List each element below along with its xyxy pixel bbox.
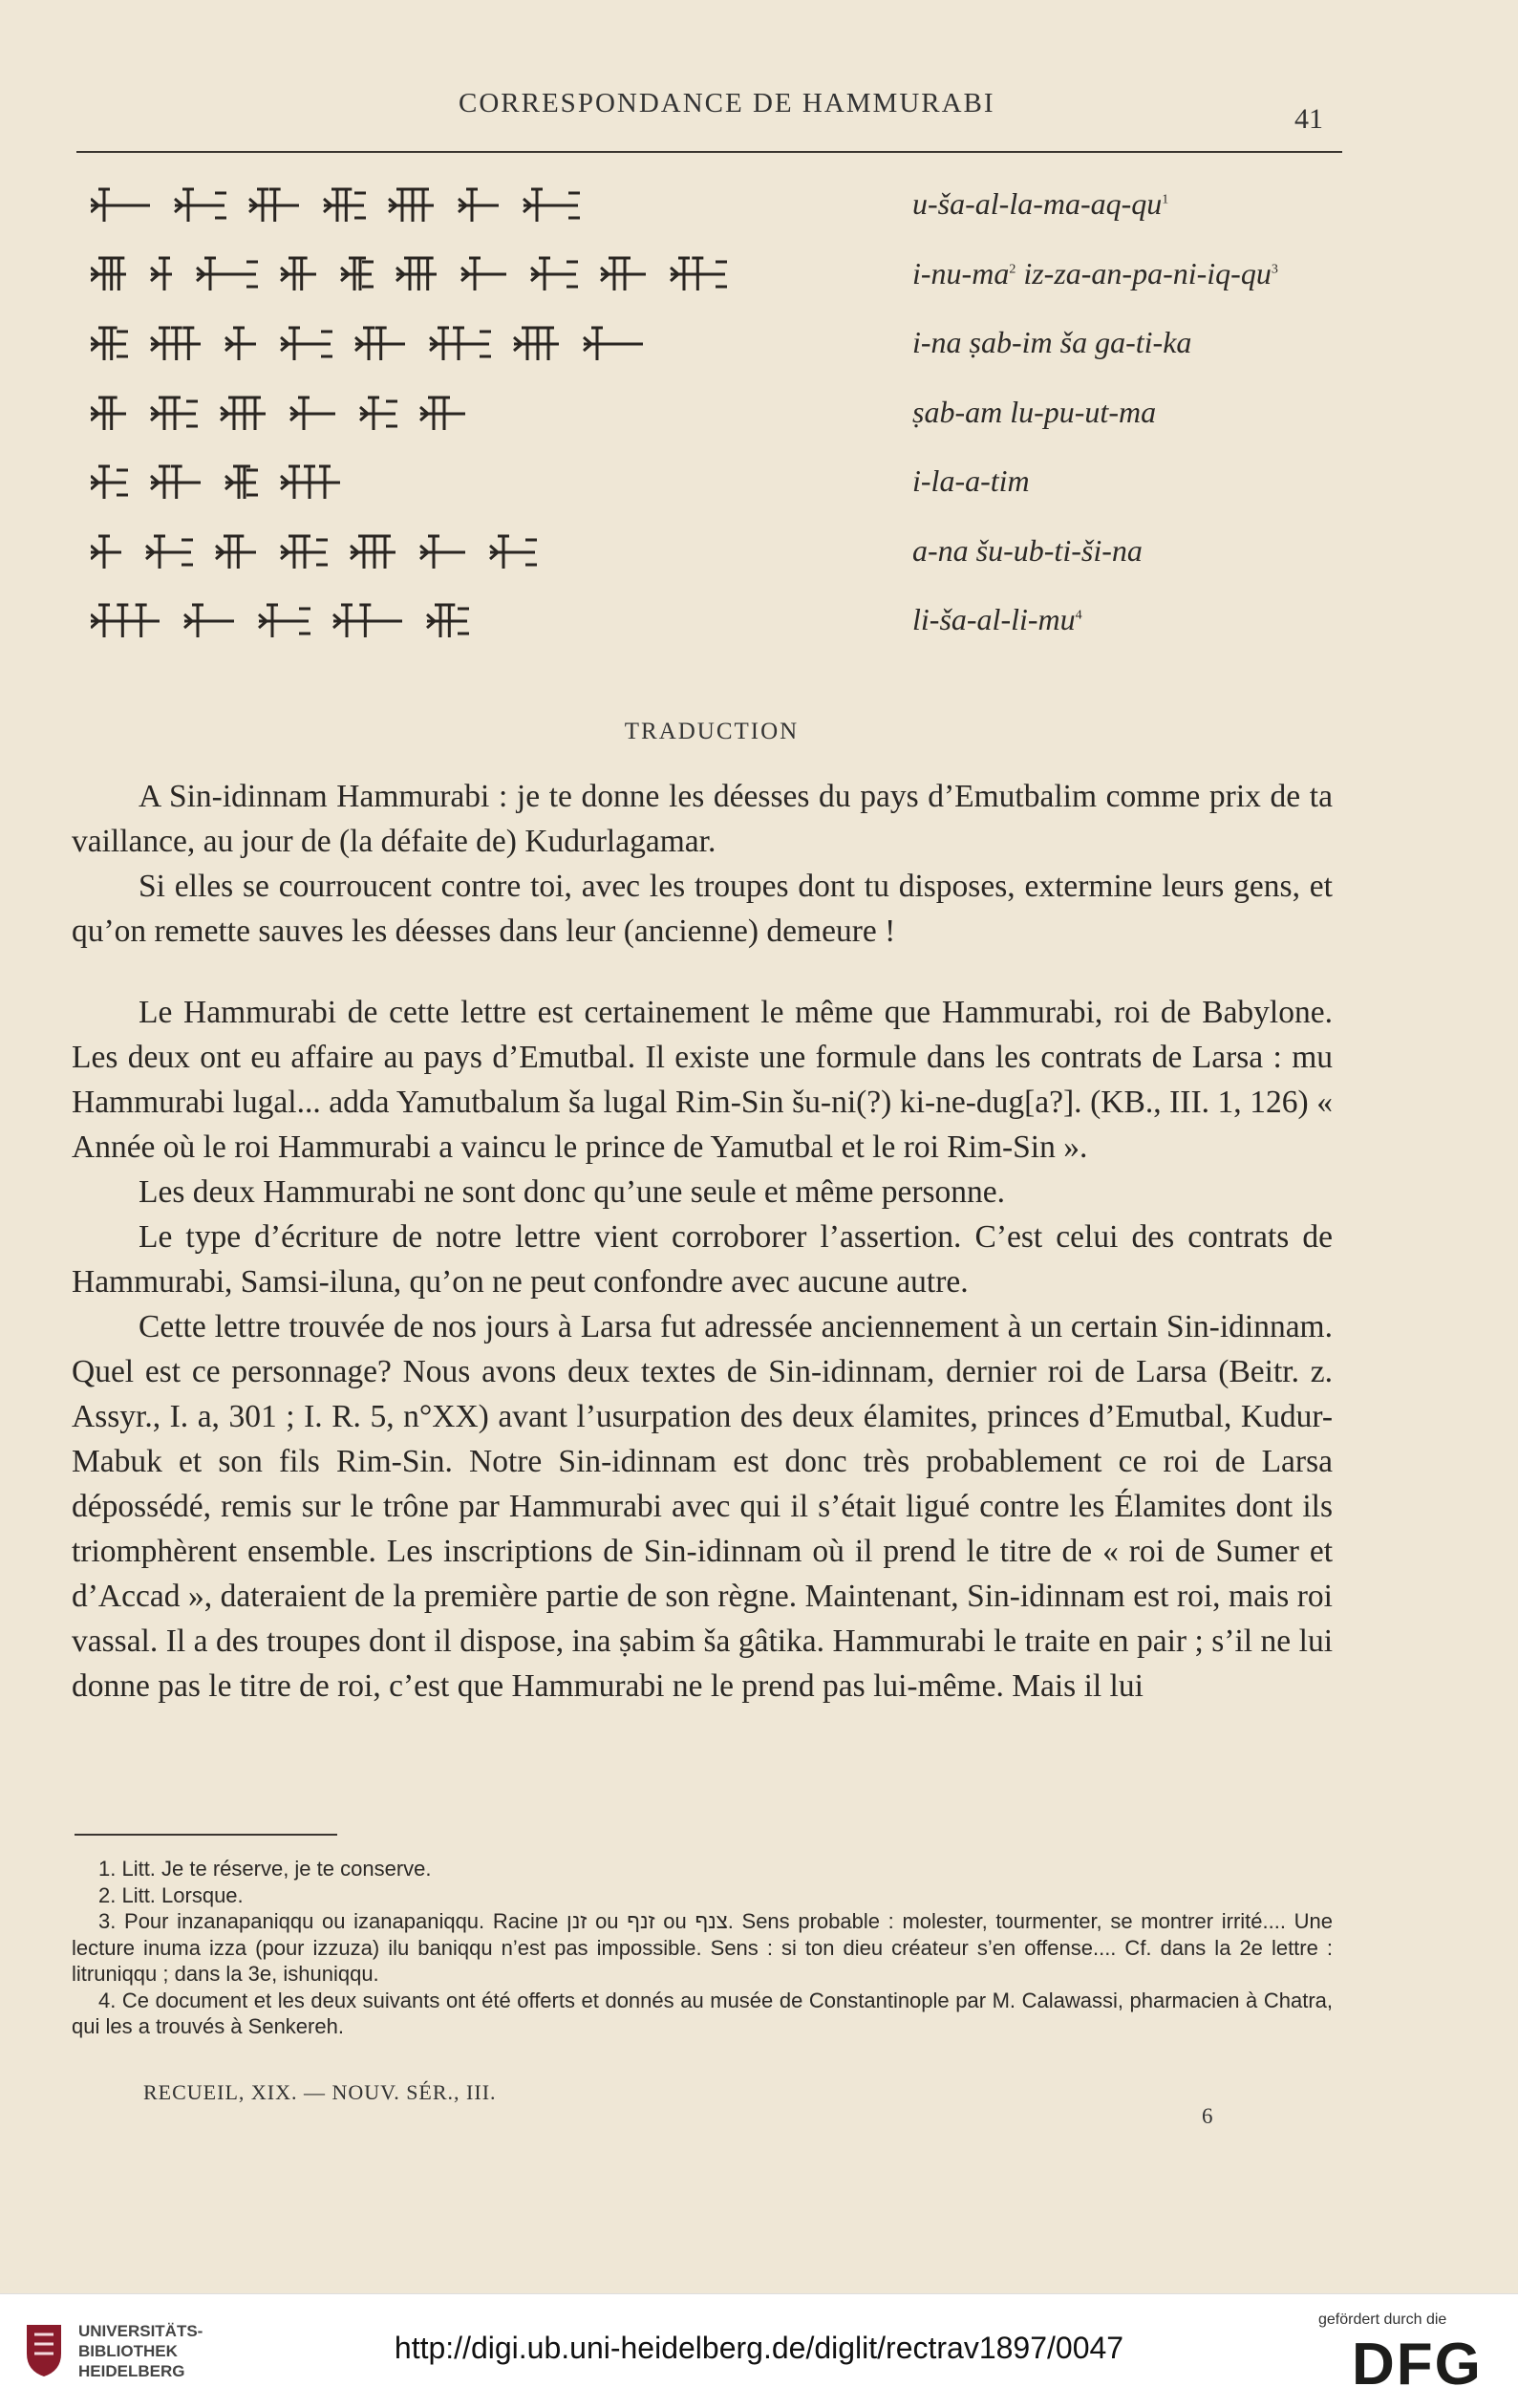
cuneiform-sign (420, 536, 465, 569)
cuneiform-sign (281, 536, 328, 569)
paragraph: Le type d’écriture de notre lettre vient corroborer l’assertion. C’est celui des contrats de Hammurabi, Samsi-iluna, qu’on ne peut confondre avec aucune autre. (72, 1219, 1333, 1300)
cuneiform-sign (430, 328, 491, 360)
cuneiform-sign (514, 328, 559, 360)
footnote: 3. Pour inzanapaniqqu ou izanapaniqqu. Racine זנן ou זנף ou צנף. Sens probable : molester, tourmenter, se montrer irrité.... Une lecture inuma izza (pour izzuza) ilu baniqqu n’est pas impossible. Sens : si ton dieu créateur s’en offense.... Cf. dans la 2e lettre : litruniqqu ; dans la 3e, ishuniqqu. (72, 1909, 1334, 1986)
cuneiform-sign (341, 258, 374, 290)
cuneiform-sign (259, 605, 310, 637)
cuneiform-sign (601, 258, 646, 290)
cuneiform-line-5 (91, 459, 874, 506)
paragraph: Si elles se courroucent contre toi, avec les troupes dont tu disposes, extermine leurs gens, et qu’on remette sauves les déesses dans leur (ancienne) demeure ! (72, 869, 1333, 949)
cuneiform-sign (531, 258, 578, 290)
digitization-footer (0, 2293, 1518, 2408)
transliteration-line: ṣab-am lu-pu-ut-ma (912, 395, 1157, 429)
cuneiform-sign (91, 466, 128, 499)
cuneiform-line-1 (91, 182, 874, 229)
transliteration-line: i-la-a-tim (912, 463, 1030, 498)
running-head: CORRESPONDANCE DE HAMMURABI (459, 88, 995, 118)
header-rule (76, 151, 1342, 153)
cuneiform-sign (281, 328, 332, 360)
cuneiform-line-3 (91, 320, 874, 368)
cuneiform-sign (197, 258, 258, 290)
svg-text:DFG: DFG (1352, 2333, 1483, 2392)
cuneiform-sign (91, 605, 160, 637)
footnotes (72, 1856, 1333, 2040)
cuneiform-sign (360, 398, 397, 430)
cuneiform-sign (91, 258, 126, 290)
cuneiform-sign (151, 466, 201, 499)
footnote-rule (75, 1834, 337, 1836)
footnote: 1. Litt. Je te réserve, je te conserve. (98, 1857, 432, 1881)
paragraph: A Sin-idinnam Hammurabi : je te donne les déesses du pays d’Emutbalim comme prix de ta vaillance, au jour de (la défaite de) Kudurlagamar. (72, 779, 1333, 859)
cuneiform-sign (461, 258, 506, 290)
cuneiform-sign (290, 398, 335, 430)
cuneiform-sign (151, 398, 198, 430)
cuneiform-sign (216, 536, 256, 569)
body-text (72, 774, 1333, 1709)
cuneiform-sign (225, 328, 256, 360)
transliteration-line: a-na šu-ub-ti-ši-na (912, 533, 1143, 568)
journal-signature: RECUEIL, XIX. — NOUV. SÉR., III. (143, 2080, 497, 2104)
sheet-number: 6 (1202, 2104, 1213, 2128)
cuneiform-line-7 (91, 597, 874, 645)
cuneiform-sign (151, 328, 201, 360)
cuneiform-sign (389, 189, 434, 222)
cuneiform-sign (281, 466, 340, 499)
cuneiform-sign (524, 189, 580, 222)
institution-name: UNIVERSITÄTS- BIBLIOTHEK HEIDELBERG (78, 2322, 203, 2380)
cuneiform-sign (333, 605, 402, 637)
paragraph: Les deux Hammurabi ne sont donc qu’une seule et même personne. (139, 1174, 1006, 1210)
cuneiform-sign (427, 605, 469, 637)
cuneiform-sign (146, 536, 193, 569)
transliteration-line: $u-ša-al-la-ma-aq-qu^1$ (912, 186, 1169, 221)
cuneiform-sign (151, 258, 172, 290)
cuneiform-sign (355, 328, 405, 360)
cuneiform-sign (221, 398, 266, 430)
cuneiform-sign (175, 189, 226, 222)
cuneiform-sign (396, 258, 437, 290)
cuneiform-line-4 (91, 390, 874, 438)
transliteration-line: i-na ṣab-im ša ga-ti-ka (912, 325, 1192, 359)
cuneiform-sign (584, 328, 643, 360)
cuneiform-sign (184, 605, 234, 637)
cuneiform-sign (671, 258, 727, 290)
paragraph: Le Hammurabi de cette lettre est certainement le même que Hammurabi, roi de Babylone. Les deux ont eu affaire au pays d’Emutbal. Il existe une formule dans les contrats de Larsa : mu Hammurabi lugal... adda Yamutbalum ša lugal Rim-Sin šu-ni(?) ki-ne-dug[a?]. (KB., III. 1, 126) « Année où le roi Hammurabi a vaincu le prince de Yamutbal et le roi Rim-Sin ». (72, 995, 1333, 1165)
transliteration-line: $li-ša-al-li-mu^4$ (912, 602, 1082, 636)
cuneiform-sign (281, 258, 316, 290)
section-title: TRADUCTION (624, 719, 800, 744)
paragraph: Cette lettre trouvée de nos jours à Larsa fut adressée anciennement à un certain Sin-idinnam. Quel est ce personnage? Nous avons deux textes de Sin-idinnam, dernier roi de Larsa (Beitr. z. Assyr., I. a, 301 ; I. R. 5, n°XX) avant l’usurpation des deux élamites, princes d’Emutbal, Kudur-Mabuk et son fils Rim-Sin. Notre Sin-idinnam est donc très probablement ce roi de Larsa dépossédé, remis sur le trône par Hammurabi avec qui il s’était ligué contre les Élamites dont ils triomphèrent ensemble. Les inscriptions de Sin-idinnam où il prend le titre de « roi de Sumer et d’Accad », dateraient de la première partie de son règne. Maintenant, Sin-idinnam est roi, mais roi vassal. Il a des troupes dont il dispose, ina ṣabim ša gâtika. Hammurabi le traite en pair ; s’il ne lui donne pas le titre de roi, c’est que Hammurabi ne le prend pas lui-même. Mais il lui (72, 1309, 1333, 1704)
cuneiform-line-6 (91, 528, 874, 576)
cuneiform-sign (91, 398, 126, 430)
cuneiform-sign (459, 189, 499, 222)
page-number: 41 (1294, 103, 1323, 135)
cuneiform-sign (91, 328, 128, 360)
document-url[interactable]: http://digi.ub.uni-heidelberg.de/diglit/rectrav1897/0047 (394, 2331, 1124, 2365)
funded-by-label: gefördert durch die (1318, 2311, 1447, 2328)
cuneiform-sign (324, 189, 366, 222)
cuneiform-sign (91, 536, 121, 569)
cuneiform-sign (225, 466, 258, 499)
footnote: 4. Ce document et les deux suivants ont été offerts et donnés au musée de Constantinople par M. Calawassi, pharmacien à Chatra, qui les a trouvés à Senkereh. (72, 1988, 1333, 2038)
footnote: 2. Litt. Lorsque. (98, 1882, 244, 1907)
cuneiform-sign (420, 398, 465, 430)
cuneiform-line-2 (91, 250, 874, 298)
transliteration-line: $i-nu-ma^2$ $iz-za-an-pa-ni-iq-qu^3$ (912, 256, 1278, 290)
dfg-logo-icon (1352, 2333, 1505, 2392)
cuneiform-sign (351, 536, 396, 569)
cuneiform-sign (490, 536, 537, 569)
cuneiform-sign (249, 189, 299, 222)
cuneiform-sign (91, 189, 150, 222)
